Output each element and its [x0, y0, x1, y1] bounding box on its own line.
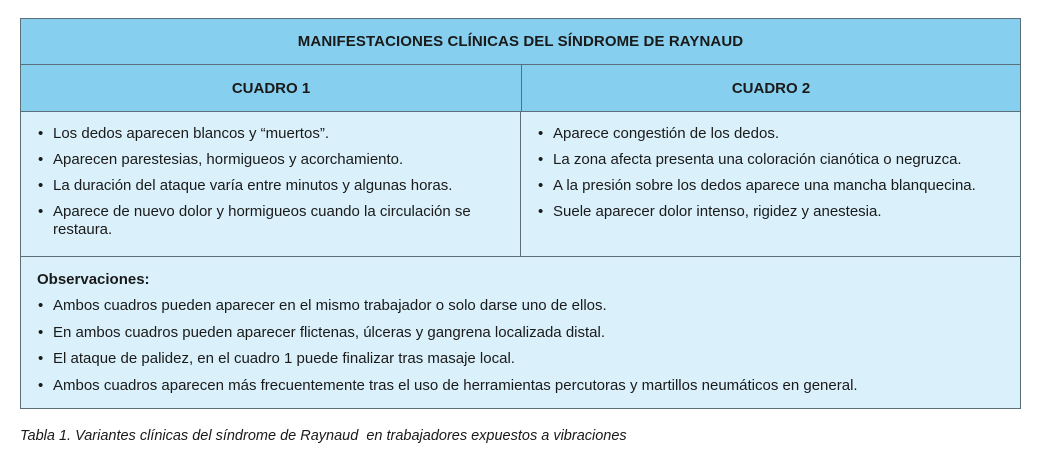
raynaud-table — [20, 18, 1021, 409]
list-item: • Suele aparecer dolor intenso, rigidez y anestesia. — [537, 203, 1004, 221]
observaciones-list — [37, 297, 1004, 395]
cuadro-2-list — [537, 125, 1004, 221]
list-item: • La duración del ataque varía entre minutos y algunas horas. — [37, 177, 504, 195]
column-headers — [21, 65, 1020, 112]
list-item: • La zona afecta presenta una coloración cianótica o negruzca. — [537, 151, 1004, 169]
list-item: • El ataque de palidez, en el cuadro 1 puede finalizar tras masaje local. — [37, 350, 1004, 368]
cuadro-1-list — [37, 125, 504, 239]
list-item: • Aparece de nuevo dolor y hormigueos cuando la circulación se restaura. — [37, 203, 504, 239]
list-item: • Aparece congestión de los dedos. — [537, 125, 1004, 143]
cuadro-2-cell — [521, 112, 1020, 256]
header-cuadro-1: CUADRO 1 — [21, 65, 522, 111]
list-item: • Los dedos aparecen blancos y “muertos”. — [37, 125, 504, 143]
observaciones-title: Observaciones: — [37, 271, 150, 288]
list-item: • Aparecen parestesias, hormigueos y acorchamiento. — [37, 151, 504, 169]
cuadros-body — [21, 112, 1020, 257]
list-item: • A la presión sobre los dedos aparece una mancha blanquecina. — [537, 177, 1004, 195]
list-item: • Ambos cuadros pueden aparecer en el mismo trabajador o solo darse uno de ellos. — [37, 297, 1004, 315]
header-cuadro-2: CUADRO 2 — [731, 79, 811, 97]
cuadro-1-cell — [21, 112, 521, 256]
table-title: MANIFESTACIONES CLÍNICAS DEL SÍNDROME DE RAYNAUD — [21, 19, 1020, 65]
list-item: • Ambos cuadros aparecen más frecuentemente tras el uso de herramientas percutoras y martillos neumáticos en general. — [37, 377, 1004, 395]
list-item: • En ambos cuadros pueden aparecer flictenas, úlceras y gangrena localizada distal. — [37, 324, 1004, 342]
observaciones-section — [21, 257, 1020, 408]
table-caption: Tabla 1. Variantes clínicas del síndrome de Raynaud en trabajadores expuestos a vibraciones — [20, 428, 627, 444]
